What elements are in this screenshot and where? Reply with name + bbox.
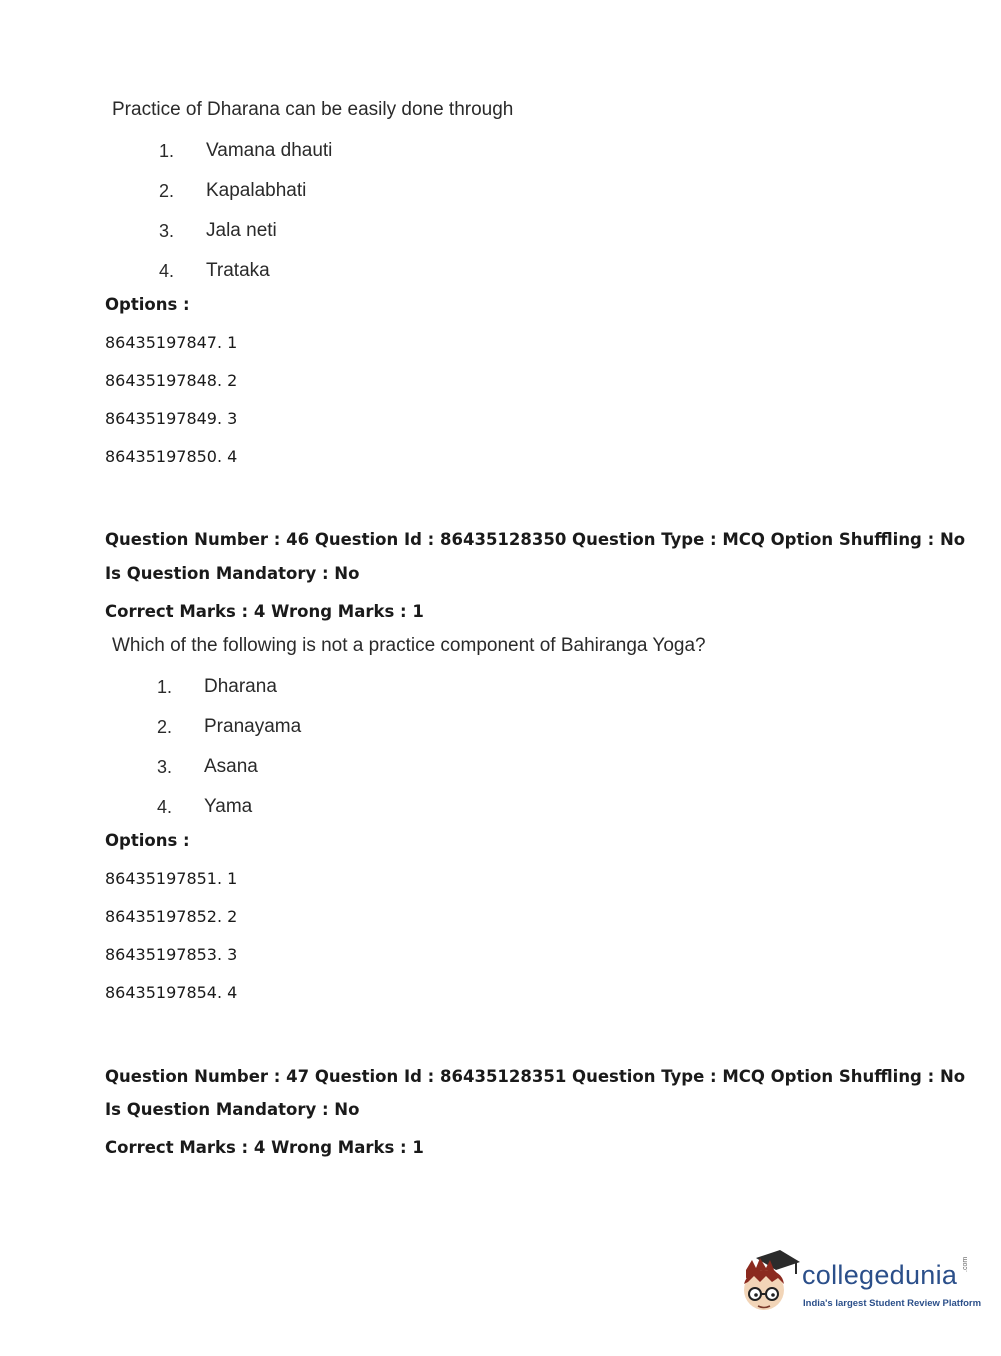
question-47-marks: Correct Marks : 4 Wrong Marks : 1 [105,1138,424,1157]
q45-item-2-number: 2. [159,181,175,201]
option-item: 86435197849. 3 [105,409,238,428]
option-item: 86435197851. 1 [105,869,238,888]
q45-item-3-text: Jala neti [206,220,277,241]
q45-item-1-number: 1. [159,141,175,161]
q45-item-2-text: Kapalabhati [206,180,307,201]
q46-item-2-number: 2. [157,717,173,737]
logo-suffix: .com [962,1256,969,1272]
question-46-marks: Correct Marks : 4 Wrong Marks : 1 [105,602,424,621]
collegedunia-logo [738,1246,982,1318]
q46-item-4-text: Yama [204,796,253,817]
options-label: Options : [105,831,190,850]
option-item: 86435197847. 1 [105,333,238,352]
option-item: 86435197850. 4 [105,447,238,466]
option-item: 86435197848. 2 [105,371,238,390]
q45-item-3-number: 3. [159,221,175,241]
question-46-mandatory: Is Question Mandatory : No [105,564,360,583]
question-45-text: Practice of Dharana can be easily done through [112,99,514,120]
option-item: 86435197854. 4 [105,983,238,1002]
question-46-text: Which of the following is not a practice component of Bahiranga Yoga? [112,635,706,656]
mascot-icon [738,1248,800,1314]
options-label: Options : [105,295,190,314]
question-47-meta: Question Number : 47 Question Id : 86435128351 Question Type : MCQ Option Shuffling : No [105,1067,966,1086]
q46-item-1-number: 1. [157,677,173,697]
question-46-meta: Question Number : 46 Question Id : 86435128350 Question Type : MCQ Option Shuffling : No [105,530,966,549]
question-47-mandatory: Is Question Mandatory : No [105,1100,360,1119]
q46-item-3-text: Asana [204,756,258,777]
q46-item-3-number: 3. [157,757,173,777]
q46-item-1-text: Dharana [204,676,277,697]
logo-wordmark: collegedunia [802,1260,958,1290]
q45-item-4-number: 4. [159,261,175,281]
logo-tagline: India's largest Student Review Platform [803,1298,982,1309]
q45-item-1-text: Vamana dhauti [206,140,333,161]
q46-item-4-number: 4. [157,797,173,817]
option-item: 86435197853. 3 [105,945,238,964]
q46-item-2-text: Pranayama [204,716,302,737]
option-item: 86435197852. 2 [105,907,238,926]
q45-item-4-text: Trataka [206,260,270,281]
